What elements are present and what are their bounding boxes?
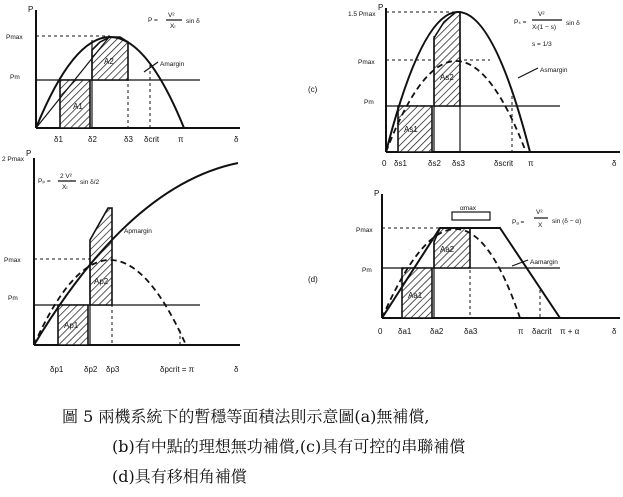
panel-c-tick-pi: π xyxy=(528,159,534,168)
panel-d-formula-den: X xyxy=(538,222,543,229)
panel-b-label-a2: Ap2 xyxy=(94,277,109,286)
panel-a-label-a2: A2 xyxy=(104,57,114,66)
panel-d-side-label: (d) xyxy=(308,275,318,284)
panel-a-formula-suffix: sin δ xyxy=(186,18,200,25)
panel-b-tick-dp3: δp3 xyxy=(106,365,120,374)
panel-a-y-label: P xyxy=(28,5,34,14)
panel-d-tick-da2: δa2 xyxy=(430,327,444,336)
panel-c-tick-0: 0 xyxy=(382,159,387,168)
panel-d-label-a2: Aa2 xyxy=(440,245,455,254)
panel-b-tick-dp2: δp2 xyxy=(84,365,98,374)
panel-c-side-label: (c) xyxy=(308,85,318,94)
panel-c-label-a2: As2 xyxy=(440,73,454,82)
panel-d-tick-da3: δa3 xyxy=(464,327,478,336)
panel-b xyxy=(2,149,240,374)
panel-c-s-value: s = 1/3 xyxy=(532,41,552,48)
panel-b-formula-suffix: sin δ/2 xyxy=(80,179,100,186)
panel-c-tick-delta: δ xyxy=(612,159,617,168)
panel-c-area-a2 xyxy=(434,12,460,106)
panel-b-label-a1: Ap1 xyxy=(64,321,79,330)
panel-d-y-label: P xyxy=(374,189,380,198)
panel-a xyxy=(6,5,240,144)
panel-a-tick-delta: δ xyxy=(234,135,239,144)
panel-a-label-margin: Amargin xyxy=(160,61,185,68)
panel-d-tick-pm: Pm xyxy=(362,267,372,274)
panel-b-formula-num: 2 V² xyxy=(60,173,72,180)
caption-line-2: (b)有中點的理想無功補償,(c)具有可控的串聯補償 xyxy=(112,437,466,456)
panel-d-tick-pi: π xyxy=(518,327,524,336)
panel-b-label-margin: Apmargin xyxy=(124,228,152,235)
panel-d-tick-dacrit: δacrit xyxy=(532,327,552,336)
panel-b-tick-pmax: Pmax xyxy=(4,257,21,264)
panel-c-tick-dscrit: δscrit xyxy=(494,159,514,168)
panel-b-y-label: P xyxy=(26,149,32,158)
panel-d xyxy=(308,189,620,336)
panel-c-tick-pm: Pm xyxy=(364,99,374,106)
panel-a-label-a1: A1 xyxy=(73,102,83,111)
panel-c-formula-lhs: Pₛ = xyxy=(514,19,527,26)
panel-d-tick-da1: δa1 xyxy=(398,327,412,336)
panel-c-tick-top: 1.5 Pmax xyxy=(348,11,376,18)
panel-d-tick-delta: δ xyxy=(612,327,617,336)
panel-a-tick-d3: δ3 xyxy=(124,135,133,144)
panel-d-formula-lhs: Pₐ = xyxy=(512,219,525,226)
panel-d-formula-suffix: sin (δ − α) xyxy=(552,218,582,225)
panel-c-tick-ds2: δs2 xyxy=(428,159,441,168)
panel-c-tick-ds1: δs1 xyxy=(394,159,407,168)
panel-c-formula-den: Xₗ(1 − s) xyxy=(532,24,557,31)
panel-a-formula-lhs: P = xyxy=(148,17,158,24)
panel-d-tick-pi-alpha: π + α xyxy=(560,327,580,336)
panel-d-label-margin: Aamargin xyxy=(530,259,558,266)
panel-b-tick-dp1: δp1 xyxy=(50,365,64,374)
panel-a-tick-d2: δ2 xyxy=(88,135,97,144)
panel-c-label-margin: Asmargin xyxy=(540,67,568,74)
panel-b-area-a2 xyxy=(90,208,112,305)
panel-c-tick-pmax: Pmax xyxy=(358,59,375,66)
panel-c xyxy=(308,3,620,168)
panel-b-formula-lhs: Pₚ = xyxy=(38,178,51,185)
panel-c-formula-num: V² xyxy=(538,11,545,18)
panel-d-tick-0: 0 xyxy=(378,327,383,336)
panel-c-label-a1: As1 xyxy=(404,125,418,134)
panel-d-alpha-max: αmax xyxy=(460,205,477,212)
panel-b-tick-pm: Pm xyxy=(8,295,18,302)
panel-c-y-label: P xyxy=(378,3,384,12)
panel-c-formula-suffix: sin δ xyxy=(566,20,580,27)
panel-d-tick-pmax: Pmax xyxy=(356,227,373,234)
panel-b-tick-delta: δ xyxy=(234,365,239,374)
panel-a-tick-pm: Pm xyxy=(10,74,20,81)
panel-a-formula-den: Xₗ xyxy=(170,23,176,30)
panel-d-label-a1: Aa1 xyxy=(408,291,423,300)
panel-a-tick-pi: π xyxy=(178,135,184,144)
panel-b-tick-dpcrit: δpcrit = π xyxy=(160,365,195,374)
panel-d-formula-num: V² xyxy=(536,209,543,216)
panel-b-formula-den: Xₗ xyxy=(62,184,68,191)
panel-a-formula-num: V² xyxy=(168,12,175,19)
panel-a-tick-dcrit: δcrit xyxy=(144,135,160,144)
caption-line-3: (d)具有移相角補償 xyxy=(112,467,247,486)
panel-b-tick-top: 2 Pmax xyxy=(2,156,25,163)
panel-a-tick-pmax: Pmax xyxy=(6,34,23,41)
caption-line-1: 圖 5 兩機系統下的暫穩等面積法則示意圖(a)無補償, xyxy=(62,407,430,426)
panel-d-alpha-bracket xyxy=(452,212,490,220)
panel-a-tick-d1: δ1 xyxy=(54,135,63,144)
panel-c-tick-ds3: δs3 xyxy=(452,159,465,168)
